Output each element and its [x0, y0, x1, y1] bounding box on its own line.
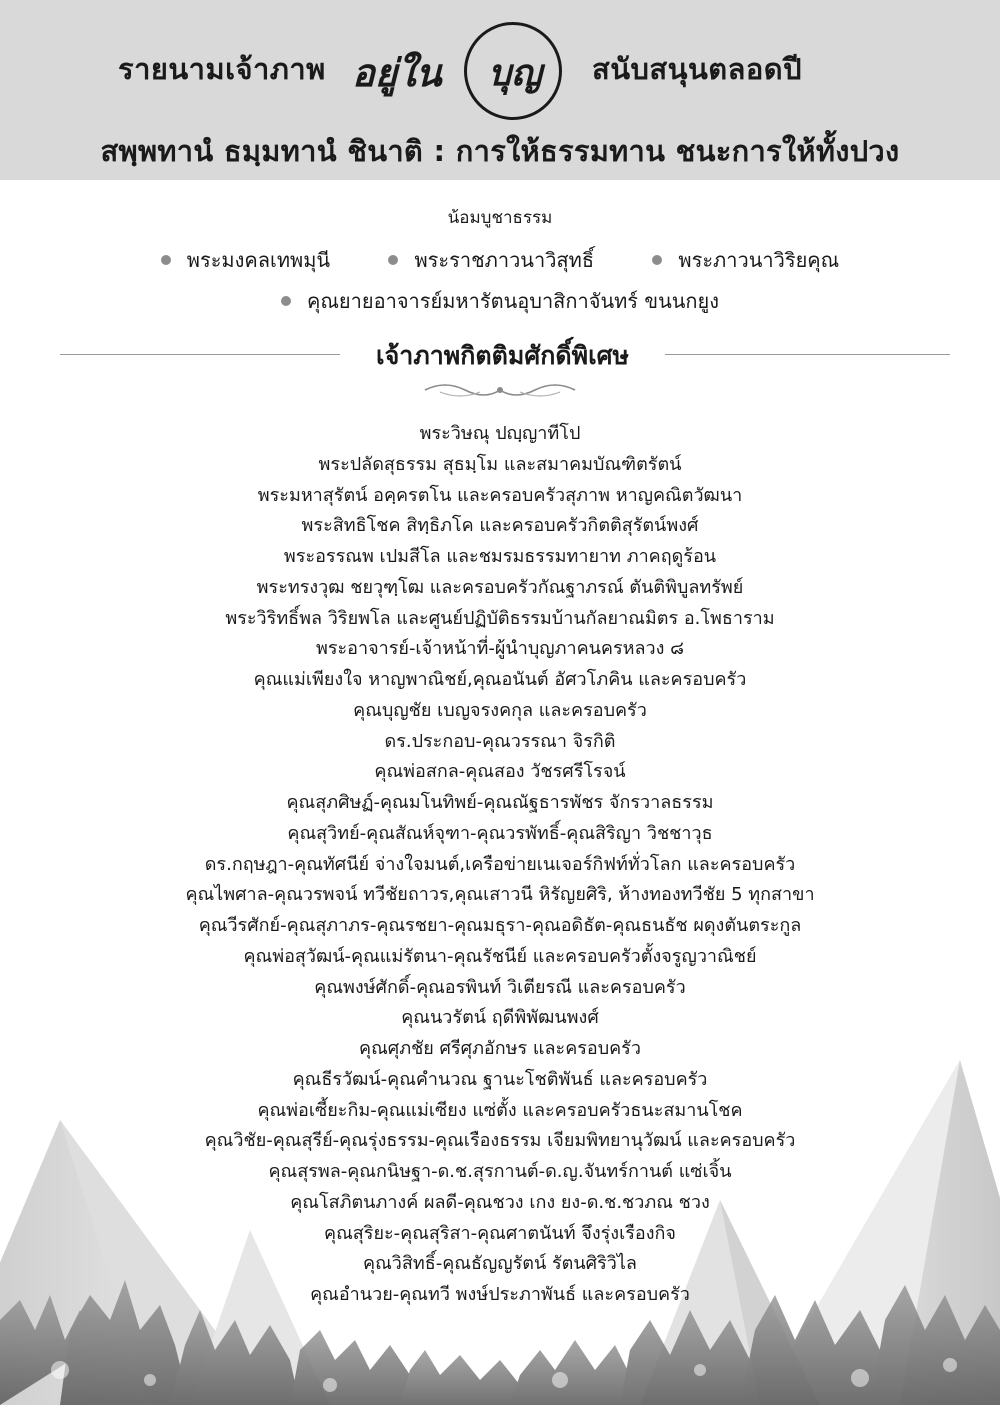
honoree-name: คุณยายอาจารย์มหารัตนอุบาสิกาจันทร์ ขนนกยูง — [306, 289, 720, 313]
logo-word-1: อยู่ใน — [352, 50, 442, 95]
donor-name: คุณไพศาล-คุณวรพจน์ ทวีชัยถาวร,คุณเสาวนี หิรัญยศิริ, ห้างทองทวีชัย 5 ทุกสาขา — [185, 884, 815, 906]
donor-name: พระอรรณพ เปมสีโล และชมรมธรรมทายาท ภาคฤดูร้อน — [283, 546, 717, 567]
honoree-item — [161, 244, 330, 276]
honoree-item — [388, 244, 594, 276]
donor-name: พระทรงวุฒ ชยวุฑฺโฒ และครอบครัวกัณฐาภรณ์ ตันติพิบูลทรัพย์ — [256, 576, 744, 598]
donor-name: คุณพ่อสกล-คุณสอง วัชรศรีโรจน์ — [374, 761, 626, 783]
ornament-icon — [420, 380, 580, 400]
section-title: เจ้าภาพกิตติมศักดิ์พิเศษ — [376, 341, 629, 370]
donor-name: คุณธีรวัฒน์-คุณคำนวณ ฐานะโชติพันธ์ และครอบครัว — [292, 1068, 708, 1090]
donor-name: คุณนวรัตน์ ฤดีพิพัฒนพงศ์ — [401, 1007, 599, 1029]
donor-name: ดร.ประกอบ-คุณวรรณา จิรกิติ — [384, 730, 616, 752]
donor-name: คุณศุภชัย ศรีศุภอักษร และครอบครัว — [359, 1038, 641, 1059]
donor-name: คุณสุวิทย์-คุณสัณห์จุฑา-คุณวรพัทธิ์-คุณสิริญา วิชชาวุธ — [287, 822, 713, 844]
honoree-row-2 — [0, 285, 1000, 317]
donor-name: คุณพ่อเซี้ยะกิม-คุณแม่เซียง แซ่ตั้ง และครอบครัวธนะสมานโชค — [257, 1099, 743, 1121]
bullet-icon — [161, 255, 171, 265]
honoree-item — [281, 285, 719, 317]
donor-name: คุณวีรศักย์-คุณสุภาภร-คุณรชยา-คุณมธุรา-คุณอดิธัต-คุณธนธัช ผดุงตันตระกูล — [198, 915, 802, 936]
donor-name: คุณพ่อสุวัฒน์-คุณแม่รัตนา-คุณรัชนีย์ และครอบครัวตั้งจรูญวาณิชย์ — [243, 945, 757, 967]
honoree-row-1 — [0, 244, 1000, 276]
divider-left — [60, 354, 340, 355]
donor-name: คุณสุริยะ-คุณสุริสา-คุณศาตนันท์ จึงรุ่งเรืองกิจ — [324, 1222, 676, 1244]
bullet-icon — [388, 255, 398, 265]
title-right-text: สนับสนุนตลอดปี — [592, 52, 803, 86]
honoree-name: พระราชภาวนาวิสุทธิ์ — [414, 248, 595, 272]
logo — [352, 22, 574, 122]
donor-name: พระปลัดสุธรรม สุธมฺโม และสมาคมบัณฑิตรัตน์ — [318, 453, 682, 475]
donor-name: คุณโสภิตนภางค์ ผลดี-คุณชวง เกง ยง-ด.ช.ชวภณ ชวง — [290, 1191, 710, 1213]
donor-name: คุณวิสิทธิ์-คุณธัญญรัตน์ รัตนศิริวิไล — [363, 1253, 637, 1275]
donor-name: คุณอำนวย-คุณทวี พงษ์ประภาพันธ์ และครอบครัว — [310, 1284, 690, 1305]
donor-name: พระสิทธิโชค สิทฺธิภโค และครอบครัวกิตติสุรัตน์พงศ์ — [301, 515, 699, 537]
donor-name: คุณสุรพล-คุณกนิษฐา-ด.ช.สุรกานต์-ด.ญ.จันทร์กานต์ แซ่เจิ้น — [268, 1161, 732, 1182]
bullet-icon — [652, 255, 662, 265]
divider-right — [665, 354, 950, 355]
title-left-text: รายนามเจ้าภาพ — [118, 52, 326, 86]
donor-name: พระวิษณุ ปญฺญาทีโป — [419, 423, 581, 444]
honoree-name: พระมงคลเทพมุนี — [186, 248, 331, 272]
honoree-name: พระภาวนาวิริยคุณ — [678, 248, 840, 272]
bullet-icon — [281, 296, 291, 306]
logo-word-2: บุญ — [488, 52, 542, 94]
donor-list — [0, 419, 1000, 1311]
donor-name: ดร.กฤษฎา-คุณทัศนีย์ จ่างใจมนต์,เครือข่ายเนเจอร์กิฟท์ทั่วโลก และครอบครัว — [204, 853, 796, 875]
donor-name: คุณบุญชัย เบญจรงคกุล และครอบครัว — [353, 699, 647, 721]
donor-name: พระมหาสุรัตน์ อคฺครตโน และครอบครัวสุภาพ หาญคณิตวัฒนา — [257, 484, 743, 506]
donor-name: คุณพงษ์ศักดิ์-คุณอรพินท์ วิเตียรณี และครอบครัว — [314, 976, 686, 998]
donor-name: คุณแม่เพียงใจ หาญพาณิชย์,คุณอนันต์ อัศวโภคิน และครอบครัว — [253, 669, 747, 690]
donor-name: คุณวิชัย-คุณสุรีย์-คุณรุ่งธรรม-คุณเรืองธรรม เจียมพิทยานุวัฒน์ และครอบครัว — [204, 1130, 796, 1152]
section-heading — [60, 336, 950, 376]
subtitle: สพฺพทานํ ธมฺมทานํ ชินาติ : การให้ธรรมทาน ชนะการให้ทั้งปวง — [100, 134, 900, 168]
honoree-item — [652, 244, 839, 276]
donor-name: พระวิริทธิ์พล วิริยพโล และศูนย์ปฏิบัติธรรมบ้านกัลยาณมิตร อ.โพธาราม — [225, 607, 775, 629]
donor-name: พระอาจารย์-เจ้าหน้าที่-ผู้นำบุญภาคนครหลวง ๘ — [315, 638, 685, 660]
header-title — [0, 22, 1000, 122]
dedication-label: น้อมบูชาธรรม — [447, 208, 553, 228]
donor-name: คุณสุภศิษฏ์-คุณมโนทิพย์-คุณณัฐธารพัชร จักรวาลธรรม — [286, 792, 714, 813]
